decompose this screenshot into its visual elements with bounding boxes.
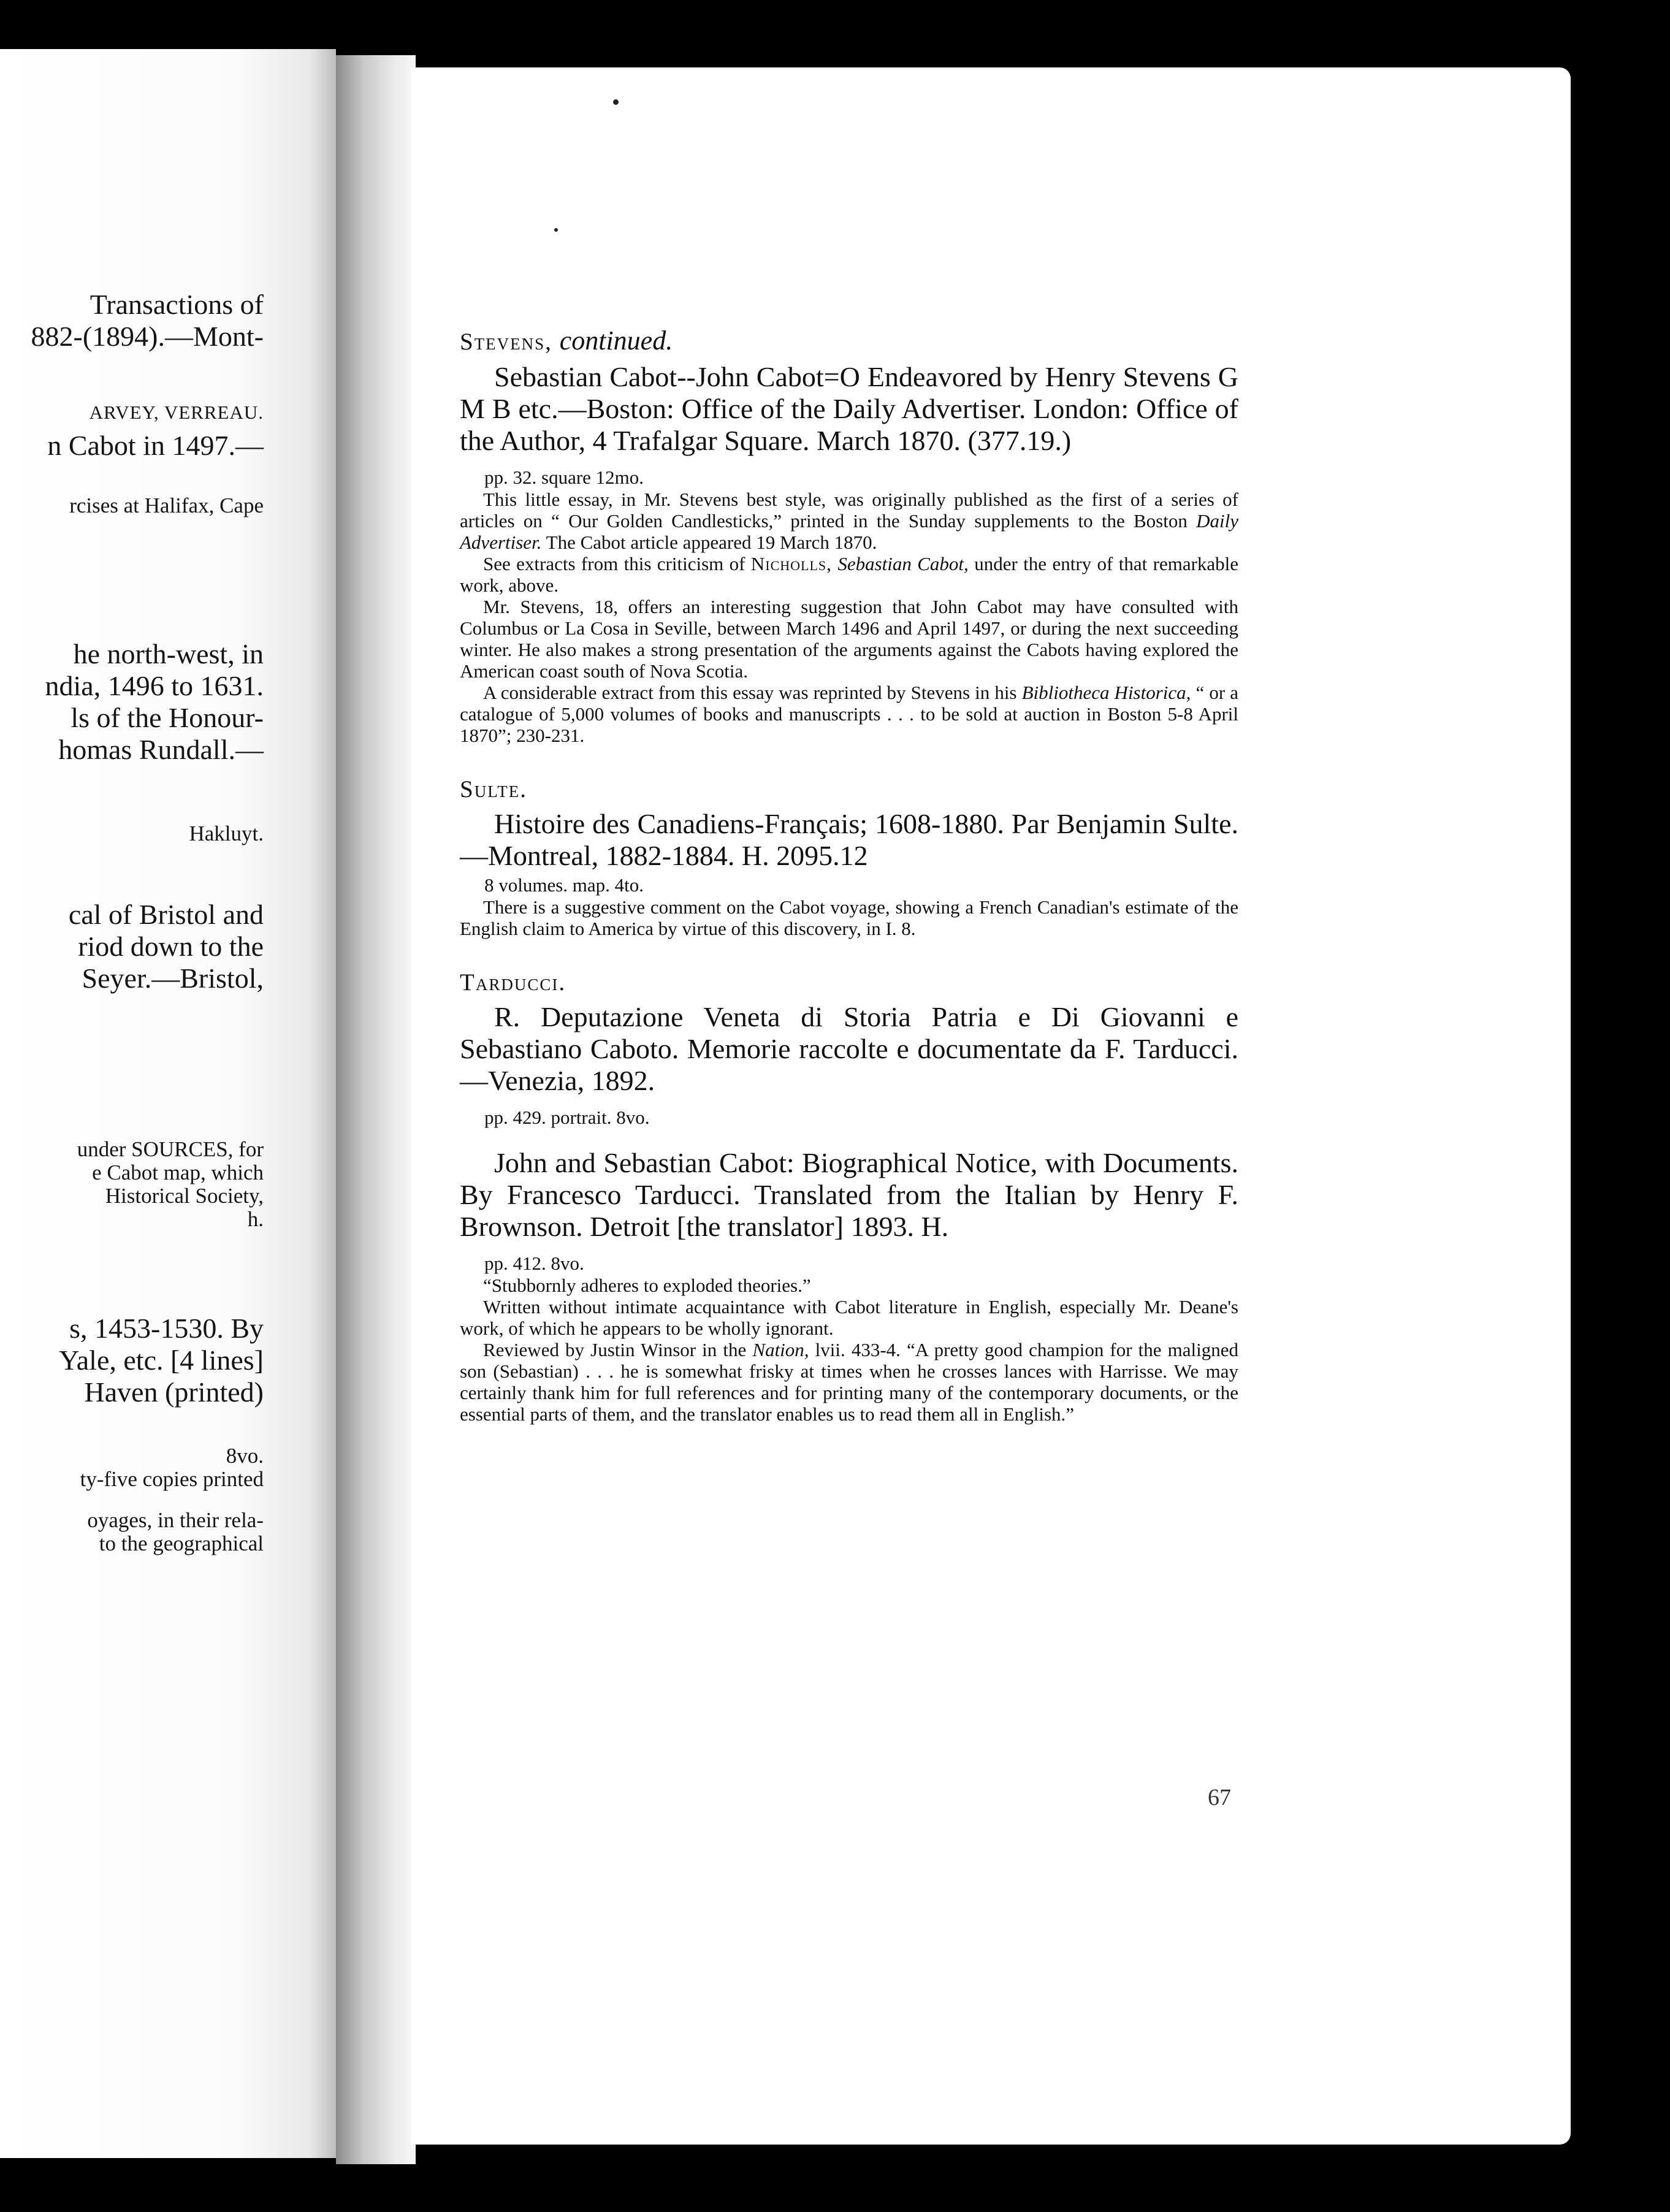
left-page-line: Historical Society, (105, 1184, 264, 1208)
entry-meta-tarducci-2: pp. 412. 8vo. (484, 1253, 584, 1274)
left-page-line: Haven (printed) (84, 1376, 264, 1408)
left-page-line: s, 1453-1530. By (69, 1313, 264, 1344)
note-text: under the entry of that remarkable work, above. (460, 553, 1239, 596)
left-page-line: cal of Bristol and (68, 899, 264, 930)
section-head-tarducci: Tarducci. (460, 969, 566, 996)
note-text: A considerable extract from this essay was reprinted by Stevens in his (483, 682, 1017, 703)
left-page-line: under SOURCES, for (77, 1137, 264, 1161)
page-number: 67 (1208, 1785, 1231, 1810)
entry-title-stevens: Sebastian Cabot--John Cabot=O Endeavored by Henry Stevens G M B etc.—Boston: Office of the Daily Advertiser. London: Office of the Author, 4 Trafalgar Square. March 1870. (377.19.) (460, 361, 1238, 456)
left-page-line: he north-west, in (73, 638, 264, 669)
page-content (460, 325, 1238, 1425)
note-smallcaps: Nicholls, (750, 553, 832, 574)
note-sulte: There is a suggestive comment on the Cabot voyage, showing a French Canadian's estimate of the English claim to America by virtue of this discovery, in I. 8. (460, 896, 1238, 939)
entry-meta-sulte: 8 volumes. map. 4to. (484, 874, 644, 896)
ink-speck (613, 99, 619, 105)
note-italic: Nation, (752, 1339, 809, 1360)
book-gutter (336, 55, 416, 2164)
entry-title-tarducci-2: John and Sebastian Cabot: Biographical Notice, with Documents. By Francesco Tarducci. Translated from the Italian by Henry F. Brownson. Detroit [the translator] 1893. H. (460, 1147, 1238, 1242)
left-page-line: Seyer.—Bristol, (82, 963, 264, 994)
ink-speck (554, 228, 558, 232)
note-text: lvii. 433-4. “A pretty good champion for the maligned son (Sebastian) . . . he is somewhat frisky at times when he crosses lances with Harrisse. We may certainly thank him for full references and for printing many of the contemporary documents, or the essential parts of them, and the translator enables us to read them all in English.” (460, 1339, 1239, 1425)
left-page (0, 49, 336, 2158)
left-page-line: ty-five copies printed (80, 1467, 264, 1491)
left-page-line: h. (247, 1207, 264, 1231)
note-tarducci-3 (460, 1339, 1238, 1425)
left-page-line: ls of the Honour- (71, 702, 264, 733)
left-page-line: e Cabot map, which (92, 1161, 264, 1184)
left-page-line: rcises at Halifax, Cape (69, 494, 264, 517)
section-head-continued: continued. (559, 326, 673, 356)
note-italic: Daily Advertiser. (460, 510, 1239, 553)
note-italic: Bibliotheca Historica, (1021, 682, 1191, 703)
left-page-line: to the geographical (99, 1531, 264, 1555)
left-page-line: Hakluyt. (189, 822, 264, 845)
section-gap (460, 939, 1238, 969)
note-text: Reviewed by Justin Winsor in the (483, 1339, 747, 1360)
section-head-label: Stevens, (460, 329, 552, 355)
left-page-line: n Cabot in 1497.— (47, 430, 264, 461)
note-stevens-3: Mr. Stevens, 18, offers an interesting suggestion that John Cabot may have consulted with Columbus or La Cosa in Seville, between March 1496 and April 1497, or during the next succeeding winter. He also makes a strong presentation of the arguments against the Cabots having explored the American coast south of Nova Scotia. (460, 596, 1238, 682)
note-tarducci-1: “Stubbornly adheres to exploded theories.” (483, 1275, 811, 1296)
left-page-line: riod down to the (78, 931, 264, 962)
right-page (411, 67, 1571, 2145)
entry-meta-stevens: pp. 32. square 12mo. (484, 467, 644, 488)
note-text: The Cabot article appeared 19 March 1870. (546, 532, 877, 553)
note-text: This little essay, in Mr. Stevens best style, was originally published as the first of a series of articles on “ Our Golden Candlesticks,” printed in the Sunday supplements to the Boston (460, 489, 1238, 532)
left-page-line: ndia, 1496 to 1631. (45, 670, 264, 701)
entry-title-tarducci-1: R. Deputazione Veneta di Storia Patria e Di Giovanni e Sebastiano Caboto. Memorie raccolte e documentate da F. Tarducci.—Venezia, 1892. (460, 1001, 1238, 1096)
left-page-line: Transactions of (90, 289, 264, 320)
entry-title-sulte: Histoire des Canadiens-Français; 1608-1880. Par Benjamin Sulte.—Montreal, 1882-1884. H. 2095.12 (460, 808, 1238, 871)
note-stevens-1 (460, 489, 1238, 553)
entry-meta-tarducci-1: pp. 429. portrait. 8vo. (484, 1107, 650, 1128)
section-head-sulte: Sulte. (460, 776, 527, 803)
section-gap (460, 746, 1238, 776)
note-italic: Sebastian Cabot, (837, 553, 969, 574)
section-head-stevens (460, 325, 1238, 356)
note-stevens-4 (460, 682, 1238, 746)
note-tarducci-2: Written without intimate acquaintance with Cabot literature in English, especially Mr. Deane's work, of which he appears to be wholly ignorant. (460, 1296, 1238, 1339)
note-stevens-2 (460, 553, 1238, 596)
left-page-line: 882-(1894).—Mont- (31, 321, 264, 352)
left-page-line: homas Rundall.— (58, 734, 264, 765)
left-page-line: 8vo. (226, 1444, 264, 1468)
note-text: “ or a catalogue of 5,000 volumes of books and manuscripts . . . to be sold at auction in Boston 5-8 April 1870”; 230-231. (460, 682, 1238, 746)
left-page-line: oyages, in their rela- (87, 1508, 264, 1532)
entry-gap (460, 1129, 1238, 1147)
note-text: See extracts from this criticism of (483, 553, 745, 574)
left-page-line: ARVEY, VERREAU. (89, 402, 264, 423)
left-page-line: Yale, etc. [4 lines] (59, 1344, 264, 1376)
